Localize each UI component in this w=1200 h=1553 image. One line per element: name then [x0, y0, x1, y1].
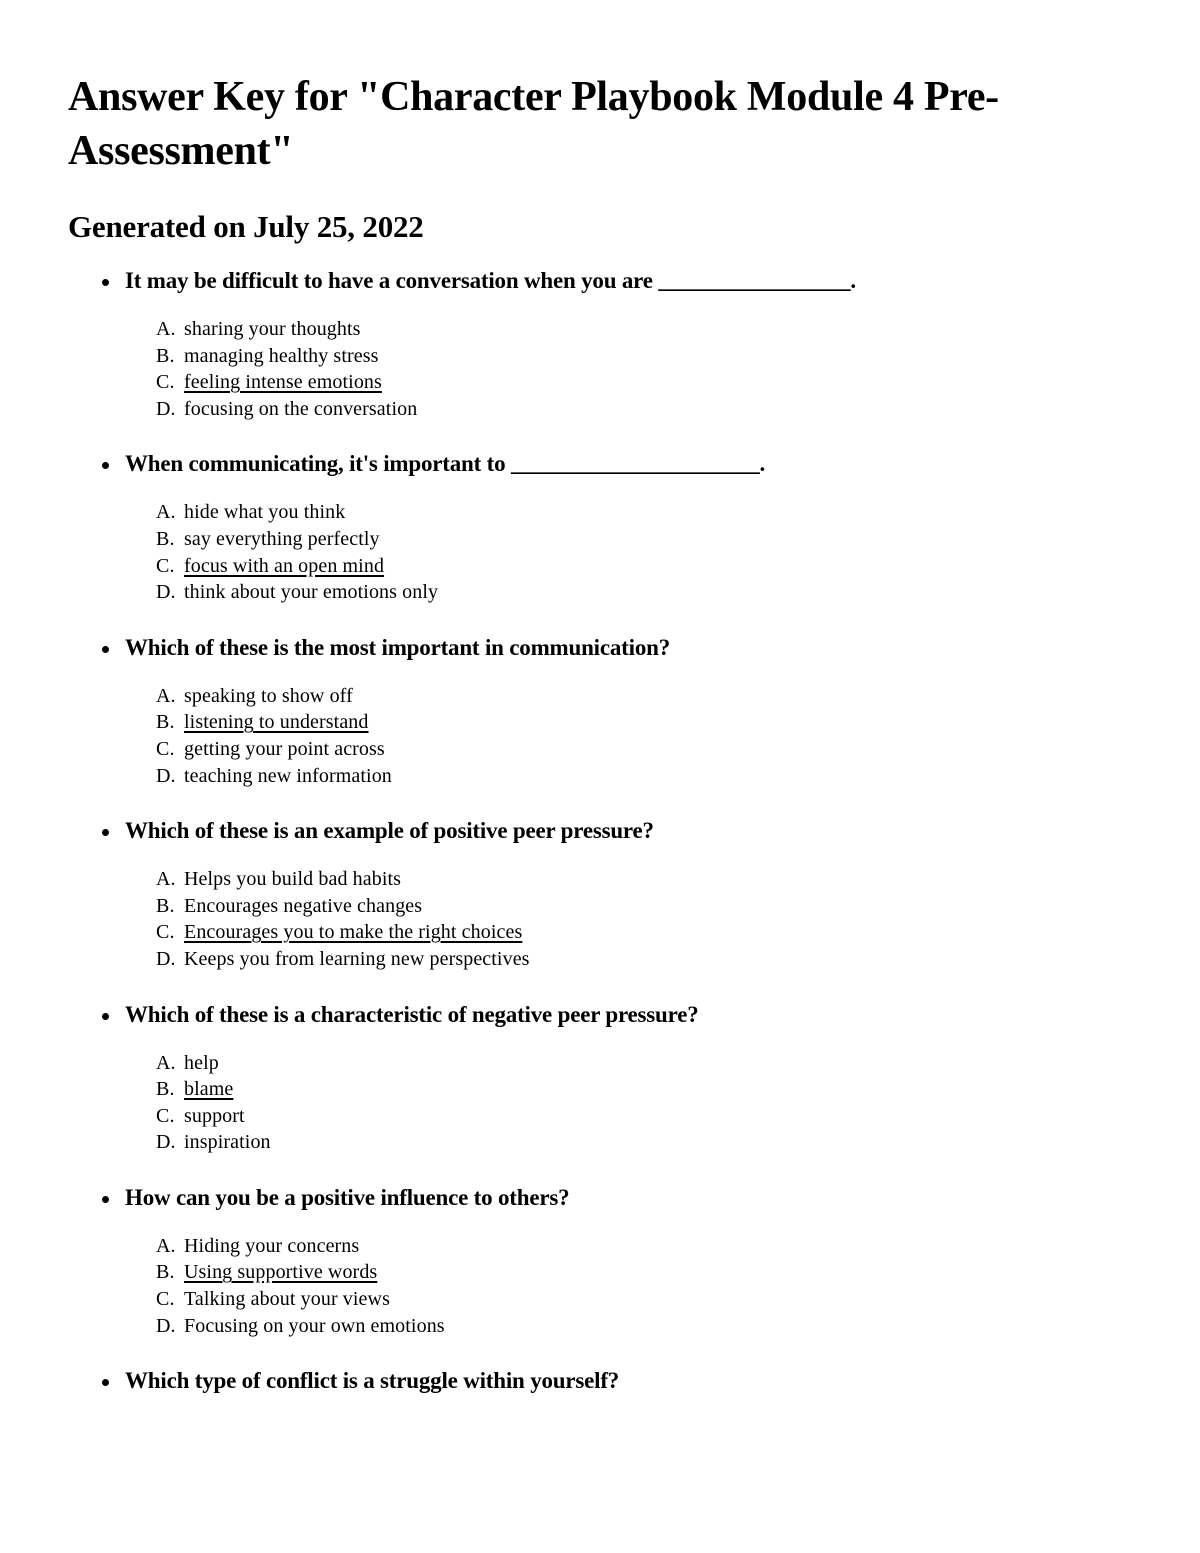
- question-item: [68, 1366, 1168, 1396]
- option-letter: B.: [156, 1261, 175, 1284]
- question-item: [68, 816, 1168, 972]
- question-text-container: [68, 449, 1168, 479]
- option-text: Hiding your concerns: [184, 1234, 360, 1257]
- question-item: [68, 1183, 1168, 1339]
- bullet-icon: [102, 1196, 109, 1203]
- answer-option: [156, 499, 1168, 526]
- question-item: [68, 449, 1168, 605]
- answer-option: [156, 1313, 1168, 1340]
- answer-option: [156, 526, 1168, 553]
- answer-key-page: [68, 0, 1168, 1396]
- option-text: say everything perfectly: [184, 527, 380, 550]
- answer-options: [68, 1050, 1168, 1156]
- question-text-container: [68, 1366, 1168, 1396]
- question-list: [68, 266, 1168, 1396]
- answer-option: [156, 1129, 1168, 1156]
- option-text: inspiration: [184, 1131, 271, 1154]
- answer-option-correct: [156, 1259, 1168, 1286]
- answer-option: [156, 683, 1168, 710]
- option-letter: D.: [156, 1314, 176, 1337]
- option-text: focusing on the conversation: [184, 397, 418, 420]
- option-text: think about your emotions only: [184, 581, 439, 604]
- question-text: Which of these is a characteristic of negative peer pressure?: [125, 1001, 699, 1027]
- question-item: [68, 1000, 1168, 1156]
- bullet-icon: [102, 462, 109, 469]
- answer-option-correct: [156, 919, 1168, 946]
- question-item: [68, 633, 1168, 789]
- option-text: Focusing on your own emotions: [184, 1314, 445, 1337]
- option-letter: C.: [156, 554, 175, 577]
- answer-options: [68, 683, 1168, 789]
- option-letter: A.: [156, 868, 176, 891]
- answer-option: [156, 1050, 1168, 1077]
- option-letter: D.: [156, 397, 176, 420]
- question-text: How can you be a positive influence to others?: [125, 1184, 570, 1210]
- option-letter: D.: [156, 581, 176, 604]
- bullet-icon: [102, 829, 109, 836]
- option-letter: C.: [156, 371, 175, 394]
- answer-option-correct: [156, 1076, 1168, 1103]
- correct-answer-text: Using supportive words: [184, 1261, 378, 1284]
- question-text-container: [68, 816, 1168, 846]
- option-letter: B.: [156, 1078, 175, 1101]
- generated-date: Generated on July 25, 2022: [68, 209, 424, 244]
- option-letter: C.: [156, 1104, 175, 1127]
- option-letter: B.: [156, 894, 175, 917]
- option-text: speaking to show off: [184, 684, 353, 707]
- answer-options: [68, 499, 1168, 605]
- question-text: Which type of conflict is a struggle within yourself?: [125, 1368, 620, 1394]
- answer-option: [156, 316, 1168, 343]
- answer-option: [156, 396, 1168, 423]
- answer-option-correct: [156, 709, 1168, 736]
- option-letter: A.: [156, 501, 176, 524]
- question-text-container: [68, 1183, 1168, 1213]
- option-letter: D.: [156, 1131, 176, 1154]
- question-text: It may be difficult to have a conversation when you are _________________.: [125, 268, 856, 293]
- question-item: [68, 266, 1168, 422]
- answer-options: [68, 316, 1168, 422]
- question-text: When communicating, it's important to ______________________.: [125, 451, 766, 477]
- answer-option: [156, 893, 1168, 920]
- option-letter: A.: [156, 684, 176, 707]
- answer-options: [68, 866, 1168, 972]
- option-letter: B.: [156, 344, 175, 367]
- answer-option-correct: [156, 369, 1168, 396]
- document-title: Answer Key for "Character Playbook Module 4 Pre-Assessment": [68, 74, 999, 174]
- option-letter: D.: [156, 947, 176, 970]
- correct-answer-text: blame: [184, 1078, 234, 1101]
- correct-answer-text: feeling intense emotions: [184, 371, 382, 394]
- correct-answer-text: Encourages you to make the right choices: [184, 921, 523, 944]
- option-letter: D.: [156, 764, 176, 787]
- answer-option: [156, 1233, 1168, 1260]
- option-letter: B.: [156, 711, 175, 734]
- question-text: Which of these is the most important in communication?: [125, 634, 671, 660]
- answer-option: [156, 763, 1168, 790]
- option-text: Keeps you from learning new perspectives: [184, 947, 530, 970]
- option-letter: C.: [156, 737, 175, 760]
- option-letter: B.: [156, 527, 175, 550]
- answer-option: [156, 946, 1168, 973]
- option-text: Encourages negative changes: [184, 894, 423, 917]
- option-text: hide what you think: [184, 501, 346, 524]
- answer-options: [68, 1233, 1168, 1339]
- option-text: help: [184, 1051, 219, 1074]
- answer-option: [156, 579, 1168, 606]
- option-text: sharing your thoughts: [184, 318, 361, 340]
- bullet-icon: [102, 1013, 109, 1020]
- option-letter: A.: [156, 1234, 176, 1257]
- question-text-container: [68, 1000, 1168, 1030]
- bullet-icon: [102, 646, 109, 653]
- answer-option-correct: [156, 553, 1168, 580]
- question-text-container: [68, 266, 1168, 296]
- question-text-container: [68, 633, 1168, 663]
- answer-option: [156, 1103, 1168, 1130]
- option-letter: C.: [156, 921, 175, 944]
- bullet-icon: [102, 1379, 109, 1386]
- answer-option: [156, 736, 1168, 763]
- option-text: teaching new information: [184, 764, 392, 787]
- question-text: Which of these is an example of positive peer pressure?: [125, 818, 654, 844]
- answer-option: [156, 1286, 1168, 1313]
- answer-option: [156, 343, 1168, 370]
- answer-option: [156, 866, 1168, 893]
- correct-answer-text: focus with an open mind: [184, 554, 385, 577]
- option-text: getting your point across: [184, 737, 385, 760]
- option-text: support: [184, 1104, 245, 1127]
- option-letter: C.: [156, 1288, 175, 1311]
- bullet-icon: [102, 279, 109, 286]
- option-text: Helps you build bad habits: [184, 868, 402, 891]
- option-letter: A.: [156, 318, 176, 340]
- option-letter: A.: [156, 1051, 176, 1074]
- correct-answer-text: listening to understand: [184, 711, 369, 734]
- option-text: Talking about your views: [184, 1288, 390, 1311]
- option-text: managing healthy stress: [184, 344, 379, 367]
